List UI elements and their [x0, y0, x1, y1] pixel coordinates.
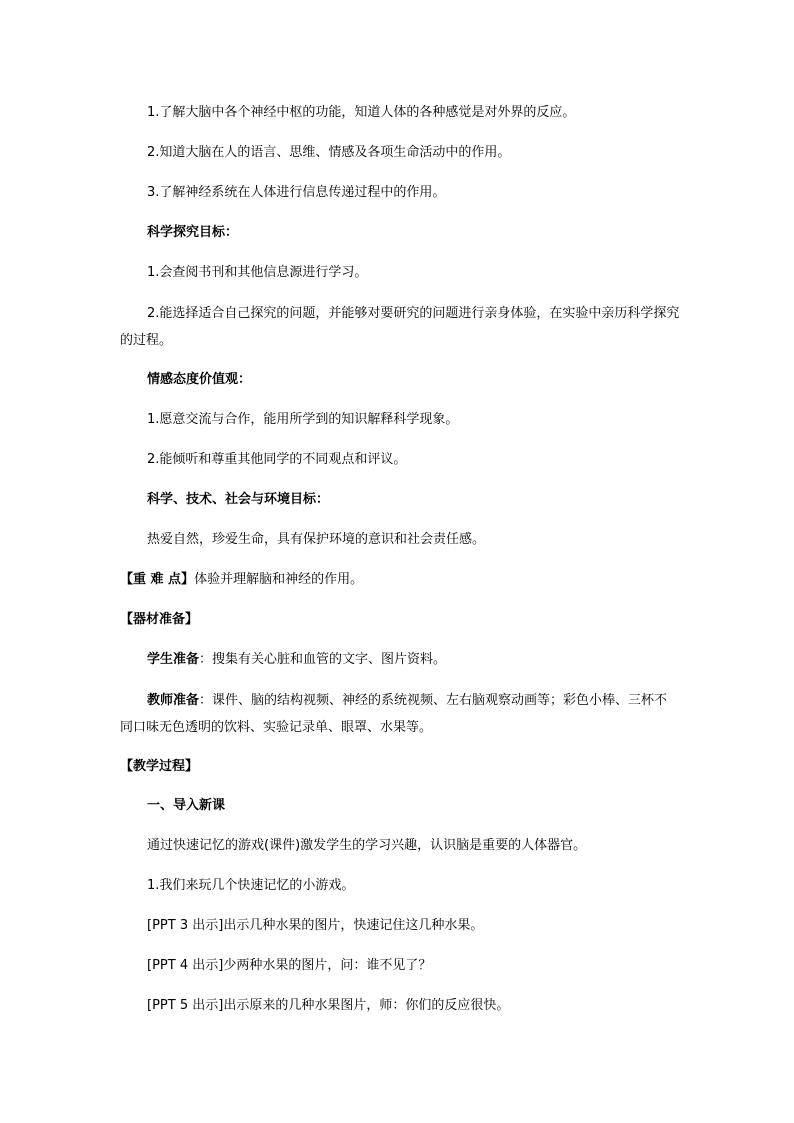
- ppt5-line: [147, 996, 509, 1016]
- student-prep-text: ：搜集有关心脏和血管的文字、图片资料。: [199, 652, 447, 667]
- ppt4-text: 少两种水果的图片，问：谁不见了？: [223, 958, 432, 973]
- knowledge-item-1: 1.了解大脑中各个神经中枢的功能，知道人体的各种感觉是对外界的反应。: [147, 105, 576, 120]
- emotion-values-item-2: 2.能倾听和尊重其他同学的不同观点和评议。: [147, 452, 407, 467]
- teacher-prep-label: 教师准备: [147, 693, 200, 708]
- science-inquiry-heading: 科学探究目标：: [147, 225, 239, 240]
- ppt4-tag: [PPT 4 出示]: [147, 958, 224, 973]
- section1-step1: 1.我们来玩几个快速记忆的小游戏。: [147, 878, 355, 893]
- student-prep-line: [147, 650, 446, 670]
- knowledge-item-3: 3.了解神经系统在人体进行信息传递过程中的作用。: [147, 185, 446, 200]
- science-inquiry-item-1: 1.会查阅书刊和其他信息源进行学习。: [147, 265, 368, 280]
- teacher-prep-text: ：课件、脑的结构视频、神经的系统视频、左右脑观察动画等；彩色小棒、三杯不同口味无色透明的饮料、实验记录单、眼罩、水果等。: [120, 693, 668, 735]
- teacher-prep-paragraph: [120, 687, 680, 741]
- science-inquiry-item-2: 2.能选择适合自己探究的问题，并能够对要研究的问题进行亲身体验，在实验中亲历科学探究的过程。: [120, 306, 680, 348]
- key-points-line: [120, 570, 363, 590]
- ppt5-tag: [PPT 5 出示]: [147, 998, 224, 1013]
- ppt3-tag: [PPT 3 出示]: [147, 918, 224, 933]
- materials-heading: 【器材准备】: [120, 612, 199, 627]
- process-heading: 【教学过程】: [120, 759, 199, 774]
- ppt5-text: 出示原来的几种水果图片，师：你们的反应很快。: [223, 998, 510, 1013]
- ppt3-text: 出示几种水果的图片，快速记住这几种水果。: [223, 918, 484, 933]
- stse-heading: 科学、技术、社会与环境目标：: [147, 492, 330, 507]
- emotion-values-heading: 情感态度价值观：: [147, 372, 252, 387]
- knowledge-item-2: 2.知道大脑在人的语言、思维、情感及各项生命活动中的作用。: [147, 145, 511, 160]
- section1-intro: 通过快速记忆的游戏(课件)激发学生的学习兴趣，认识脑是重要的人体器官。: [147, 838, 587, 853]
- section1-title: 一、导入新课: [147, 798, 226, 813]
- ppt4-line: [147, 956, 431, 976]
- key-points-text: 体验并理解脑和神经的作用。: [194, 572, 364, 587]
- ppt3-line: [147, 916, 483, 936]
- stse-text: 热爱自然，珍爱生命，具有保护环境的意识和社会责任感。: [147, 532, 486, 547]
- student-prep-label: 学生准备: [147, 652, 200, 667]
- emotion-values-item-1: 1.愿意交流与合作，能用所学到的知识解释科学现象。: [147, 412, 459, 427]
- key-points-label: 【重 难 点】: [120, 572, 195, 587]
